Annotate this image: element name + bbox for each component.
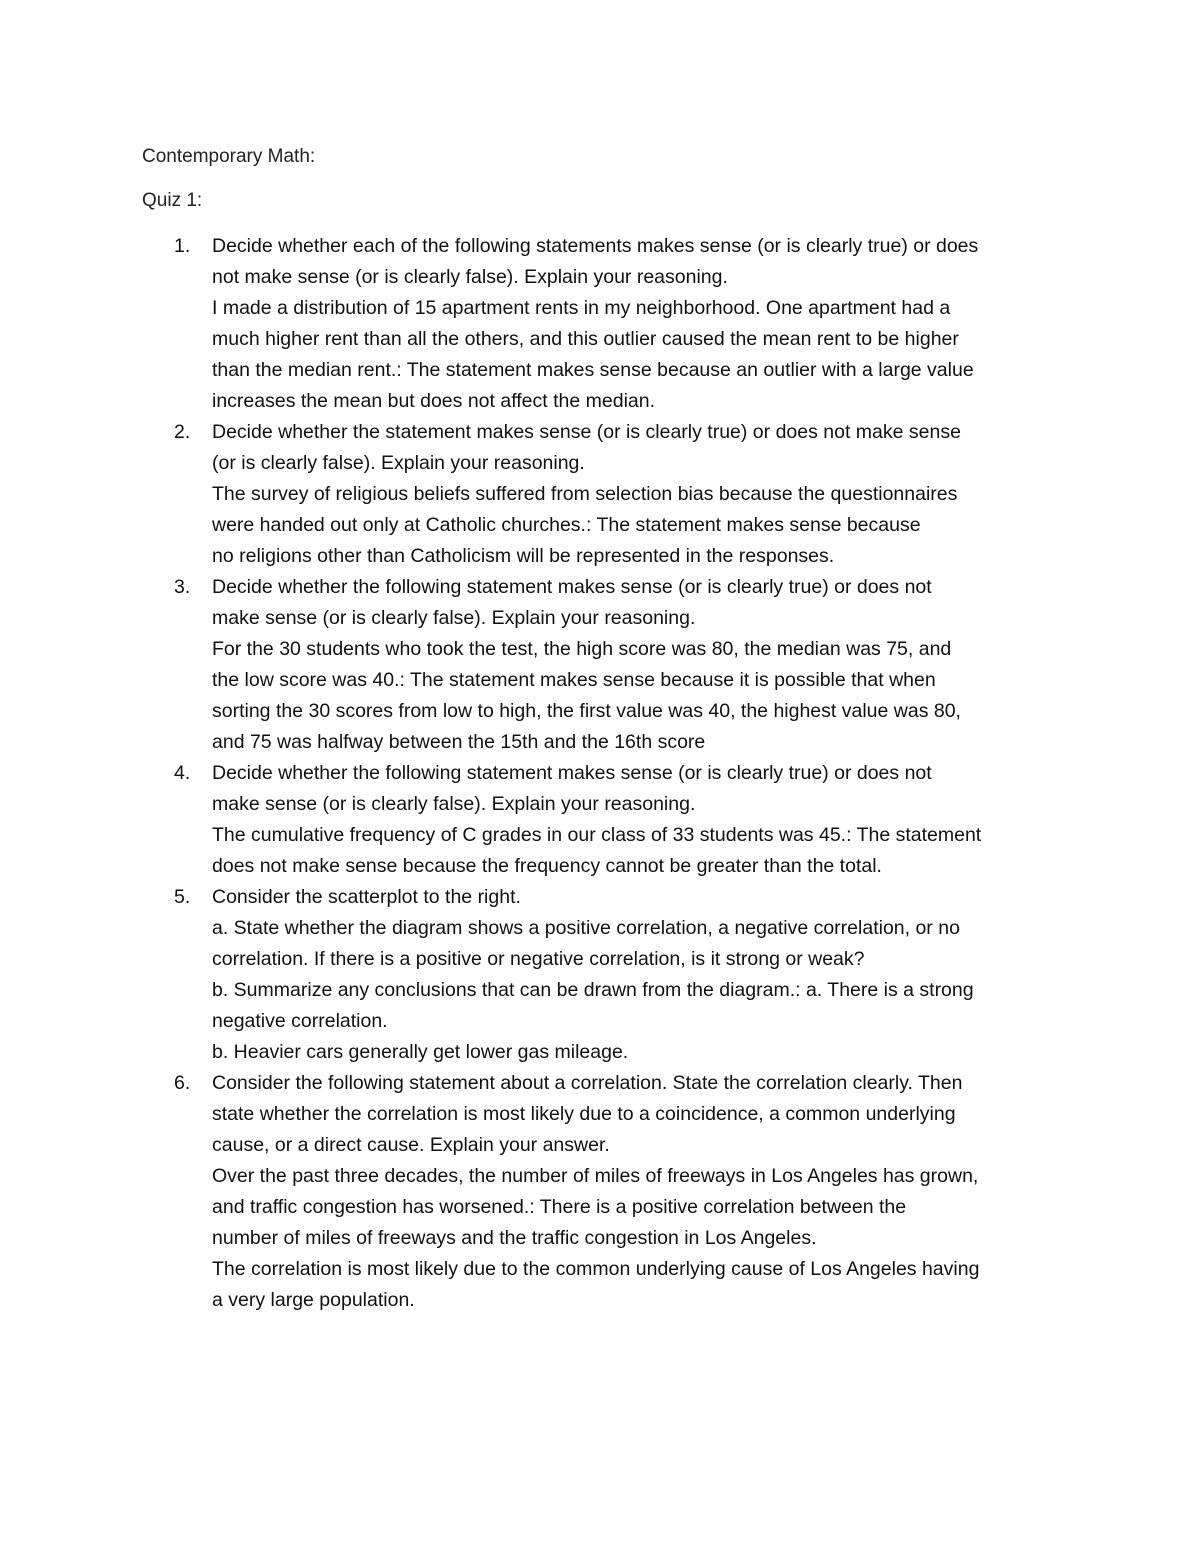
- question-text-line: increases the mean but does not affect the median.: [212, 390, 656, 412]
- question-item: [142, 1068, 1082, 1316]
- question-item: [142, 572, 1082, 758]
- question-text-line: a. State whether the diagram shows a positive correlation, a negative correlation, or no: [212, 917, 960, 939]
- question-text-line: The cumulative frequency of C grades in our class of 33 students was 45.: The statement: [212, 824, 982, 846]
- question-item: [142, 231, 1082, 417]
- question-text-line: and 75 was halfway between the 15th and the 16th score: [212, 731, 706, 753]
- question-text-line: Decide whether the following statement makes sense (or is clearly true) or does not: [212, 576, 932, 598]
- question-text-line: Consider the scatterplot to the right.: [212, 886, 521, 908]
- question-text-line: negative correlation.: [212, 1010, 388, 1032]
- question-text-line: state whether the correlation is most likely due to a coincidence, a common underlying: [212, 1103, 956, 1125]
- question-text-line: For the 30 students who took the test, the high score was 80, the median was 75, and: [212, 638, 952, 660]
- question-text-line: much higher rent than all the others, and this outlier caused the mean rent to be higher: [212, 328, 959, 350]
- question-text-line: Decide whether the statement makes sense (or is clearly true) or does not make sense: [212, 421, 961, 443]
- question-text-line: cause, or a direct cause. Explain your answer.: [212, 1134, 610, 1156]
- question-text-line: and traffic congestion has worsened.: There is a positive correlation between the: [212, 1196, 907, 1218]
- question-item: [142, 758, 1082, 882]
- question-number: 5.: [174, 886, 191, 908]
- question-text-line: b. Heavier cars generally get lower gas mileage.: [212, 1041, 629, 1063]
- course-title: Contemporary Math:: [142, 146, 316, 167]
- question-text-line: Decide whether each of the following statements makes sense (or is clearly true) or does: [212, 235, 979, 257]
- question-text-line: the low score was 40.: The statement makes sense because it is possible that when: [212, 669, 936, 691]
- question-number: 2.: [174, 421, 191, 443]
- question-text-line: Consider the following statement about a correlation. State the correlation clearly. Then: [212, 1072, 963, 1094]
- question-text-line: sorting the 30 scores from low to high, the first value was 40, the highest value was 80,: [212, 700, 961, 722]
- question-text-line: were handed out only at Catholic churches.: The statement makes sense because: [212, 514, 921, 536]
- question-text-line: I made a distribution of 15 apartment rents in my neighborhood. One apartment had a: [212, 297, 951, 319]
- question-number: 6.: [174, 1072, 191, 1094]
- quiz-title: Quiz 1:: [142, 190, 203, 211]
- question-number: 4.: [174, 762, 191, 784]
- question-text-line: than the median rent.: The statement makes sense because an outlier with a large value: [212, 359, 974, 381]
- question-list: [142, 231, 1082, 1316]
- question-text-line: number of miles of freeways and the traffic congestion in Los Angeles.: [212, 1227, 817, 1249]
- question-text-line: no religions other than Catholicism will be represented in the responses.: [212, 545, 835, 567]
- question-text-line: not make sense (or is clearly false). Explain your reasoning.: [212, 266, 728, 288]
- question-text-line: make sense (or is clearly false). Explain your reasoning.: [212, 607, 696, 629]
- question-number: 1.: [174, 235, 191, 257]
- question-text-line: Decide whether the following statement makes sense (or is clearly true) or does not: [212, 762, 932, 784]
- question-text-line: a very large population.: [212, 1289, 415, 1311]
- question-text-line: The correlation is most likely due to the common underlying cause of Los Angeles having: [212, 1258, 980, 1280]
- question-text-line: correlation. If there is a positive or negative correlation, is it strong or weak?: [212, 948, 865, 970]
- question-number: 3.: [174, 576, 191, 598]
- question-item: [142, 417, 1082, 572]
- question-item: [142, 882, 1082, 1068]
- question-text-line: Over the past three decades, the number of miles of freeways in Los Angeles has grown,: [212, 1165, 979, 1187]
- question-text-line: (or is clearly false). Explain your reasoning.: [212, 452, 585, 474]
- question-text-line: The survey of religious beliefs suffered from selection bias because the questionnaires: [212, 483, 958, 505]
- question-text-line: make sense (or is clearly false). Explain your reasoning.: [212, 793, 696, 815]
- question-text-line: does not make sense because the frequency cannot be greater than the total.: [212, 855, 882, 877]
- question-text-line: b. Summarize any conclusions that can be drawn from the diagram.: a. There is a strong: [212, 979, 974, 1001]
